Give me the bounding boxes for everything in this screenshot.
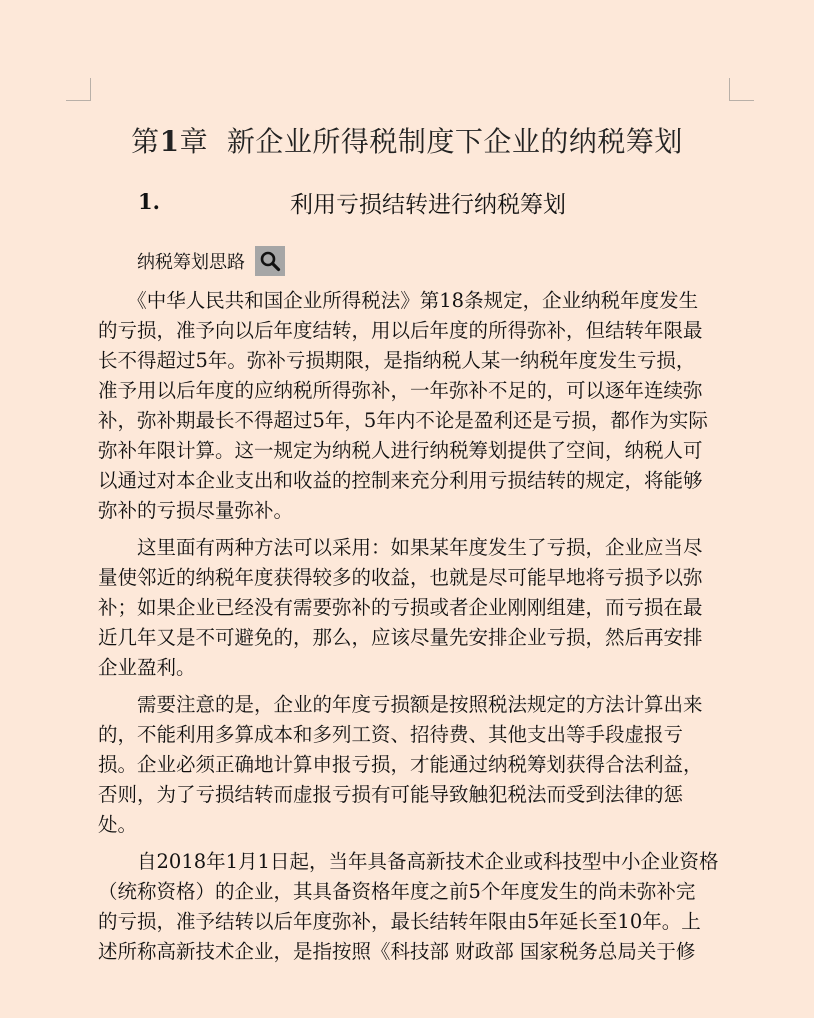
paragraph-line: 以通过对本企业支出和收益的控制来充分利用亏损结转的规定，将能够 <box>98 469 703 492</box>
paragraph-line: 损。企业必须正确地计算申报亏损，才能通过纳税筹划获得合法利益， <box>98 753 703 776</box>
paragraph-line: 近几年又是不可避免的，那么，应该尽量先安排企业亏损，然后再安排 <box>98 626 703 649</box>
search-button[interactable] <box>255 246 285 276</box>
search-icon <box>259 250 281 272</box>
paragraph-line: 这里面有两种方法可以采用：如果某年度发生了亏损，企业应当尽 <box>98 536 703 559</box>
paragraph-line: 的亏损，准予结转以后年度弥补，最长结转年限由5年延长至10年。上 <box>98 910 701 933</box>
paragraph-line: 《中华人民共和国企业所得税法》第18条规定，企业纳税年度发生 <box>98 289 699 312</box>
chapter-title <box>0 120 814 160</box>
paragraph-line: 准予用以后年度的应纳税所得弥补，一年弥补不足的，可以逐年连续弥 <box>98 379 703 402</box>
paragraph-line: 自2018年1月1日起，当年具备高新技术企业或科技型中小企业资格 <box>98 850 719 873</box>
subsection-heading <box>137 246 285 276</box>
paragraph <box>98 690 718 840</box>
paragraph-line: 量使邻近的纳税年度获得较多的收益，也就是尽可能早地将亏损予以弥 <box>98 566 703 589</box>
paragraph <box>98 847 718 967</box>
subsection-title: 纳税筹划思路 <box>137 252 245 273</box>
paragraph-line: 弥补的亏损尽量弥补。 <box>98 499 294 522</box>
paragraph-line: 需要注意的是，企业的年度亏损额是按照税法规定的方法计算出来 <box>98 693 703 716</box>
paragraph-line: 补，弥补期最长不得超过5年，5年内不论是盈利还是亏损，都作为实际 <box>98 409 708 432</box>
paragraph-line: 弥补年限计算。这一规定为纳税人进行纳税筹划提供了空间，纳税人可 <box>98 439 703 462</box>
paragraph-line: 长不得超过5年。弥补亏损期限，是指纳税人某一纳税年度发生亏损， <box>98 349 696 372</box>
paragraph-line: 企业盈利。 <box>98 656 196 679</box>
page-corner-mark-left <box>66 78 91 101</box>
paragraph-line: 处。 <box>98 813 138 836</box>
document-body <box>98 286 718 974</box>
section-title: 利用亏损结转进行纳税筹划 <box>290 192 566 218</box>
paragraph-line: （统称资格）的企业，其具备资格年度之前5个年度发生的尚未弥补完 <box>98 880 696 903</box>
paragraph-line: 补；如果企业已经没有需要弥补的亏损或者企业刚刚组建，而亏损在最 <box>98 596 703 619</box>
chapter-title-prefix: 第 <box>131 125 160 158</box>
chapter-number: 1 <box>159 125 180 158</box>
paragraph-line: 的亏损，准予向以后年度结转，用以后年度的所得弥补，但结转年限最 <box>98 319 703 342</box>
chapter-title-text: 章 新企业所得税制度下企业的纳税筹划 <box>179 125 683 158</box>
section-number: 1. <box>138 189 160 214</box>
paragraph-line: 述所称高新技术企业，是指按照《科技部 财政部 国家税务总局关于修 <box>98 940 696 963</box>
paragraph <box>98 286 718 526</box>
page-corner-mark-right <box>729 78 754 101</box>
paragraph-line: 否则，为了亏损结转而虚报亏损有可能导致触犯税法而受到法律的惩 <box>98 783 684 806</box>
paragraph-line: 的，不能利用多算成本和多列工资、招待费、其他支出等手段虚报亏 <box>98 723 684 746</box>
paragraph <box>98 533 718 683</box>
